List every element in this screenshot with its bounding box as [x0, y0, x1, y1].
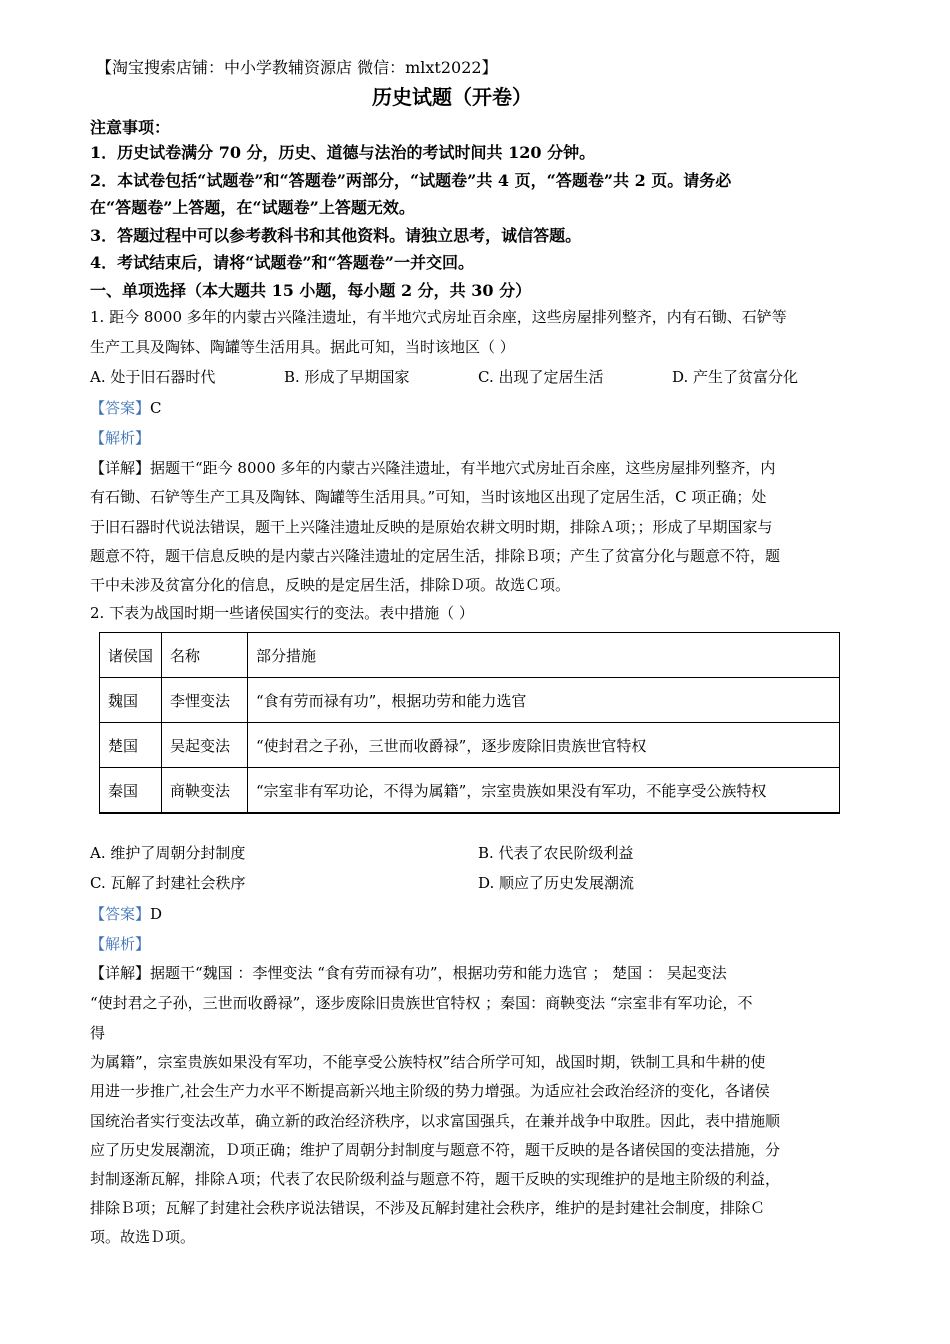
answer-tag: 【答案】 [90, 905, 151, 923]
table-cell: “使封君之子孙，三世而收爵禄”，逐步废除旧贵族世官特权 [248, 723, 840, 768]
q1-analysis-tag: 【解析】 [90, 429, 151, 447]
table-cell: 吴起变法 [162, 723, 248, 768]
q1-detail-line: 【详解】据题干“距今 8000 多年的内蒙古兴隆洼遗址，有半地穴式房址百余座，这些房屋排列整齐，内 [90, 459, 776, 477]
q2-answer [90, 904, 162, 924]
q2-detail-line: 封制逐渐瓦解，排除Ａ项；代表了农民阶级利益与题意不符，题干反映的实现维护的是地主阶级的利益， [90, 1170, 781, 1188]
section-heading: 一、单项选择（本大题共 15 小题，每小题 2 分，共 30 分） [90, 281, 532, 300]
q1-option-d: D. 产生了贫富分化 [672, 368, 799, 386]
q2-detail-line: 国统治者实行变法改革，确立新的政治经济秩序，以求富国强兵，在兼并战争中取胜。因此，表中措施顺 [90, 1112, 781, 1130]
answer-value: D [150, 905, 163, 923]
q2-detail-line: 【详解】据题干“魏国 ：李悝变法 “食有劳而禄有功”，根据功劳和能力选官 ； 楚国 ： 吴起变法 [90, 964, 727, 982]
q1-option-b: B. 形成了早期国家 [284, 368, 410, 386]
q2-detail-line: 排除Ｂ项；瓦解了封建社会秩序说法错误，不涉及瓦解封建社会秩序，维护的是封建社会制度，排除Ｃ [90, 1199, 766, 1217]
notice-item: 在“答题卷”上答题，在“试题卷”上答题无效。 [90, 198, 415, 217]
notice-heading: 注意事项： [90, 118, 171, 137]
store-banner: 【淘宝搜索店铺：中小学教辅资源店 微信：mlxt2022】 [96, 58, 498, 77]
table-row [100, 678, 840, 723]
q1-stem-line: 生产工具及陶钵、陶罐等生活用具。据此可知，当时该地区（ ） [90, 338, 515, 356]
q2-detail-line: 应了历史发展潮流，Ｄ项正确；维护了周朝分封制度与题意不符，题干反映的是各诸侯国的变法措施，分 [90, 1141, 781, 1159]
q2-option-a: A. 维护了周朝分封制度 [90, 844, 246, 862]
q1-option-a: A. 处于旧石器时代 [90, 368, 216, 386]
table-cell: 楚国 [100, 723, 162, 768]
q2-option-c: C. 瓦解了封建社会秩序 [90, 874, 246, 892]
table-row [100, 768, 840, 814]
q1-detail-line: 于旧石器时代说法错误，题干上兴隆洼遗址反映的是原始农耕文明时期，排除Ａ项；；形成了早期国家与 [90, 518, 773, 536]
q2-detail-line: 为属籍”，宗室贵族如果没有军功，不能享受公族特权”结合所学可知，战国时期，铁制工具和牛耕的使 [90, 1053, 766, 1071]
q2-detail-line: “使封君之子孙，三世而收爵禄”，逐步废除旧贵族世官特权 ；秦国：商鞅变法 “宗室非有军功论，不 [90, 994, 753, 1012]
q2-analysis-tag: 【解析】 [90, 935, 151, 953]
notice-item: 2．本试卷包括“试题卷”和“答题卷”两部分，“试题卷”共 4 页，“答题卷”共 2 页。请务必 [90, 171, 732, 190]
table-header-cell: 诸侯国 [100, 633, 162, 678]
q2-detail-line: 用进一步推广,社会生产力水平不断提高新兴地主阶级的势力增强。为适应社会政治经济的变化，各诸侯 [90, 1082, 770, 1100]
table-cell: “宗室非有军功论，不得为属籍”，宗室贵族如果没有军功，不能享受公族特权 [248, 768, 840, 814]
answer-value: C [150, 399, 162, 417]
table-cell: “食有劳而禄有功”，根据功劳和能力选官 [248, 678, 840, 723]
page-title: 历史试题（开卷） [372, 85, 532, 109]
q2-stem: 2. 下表为战国时期一些诸侯国实行的变法。表中措施（ ） [90, 604, 474, 622]
reform-table [99, 632, 840, 814]
q1-stem-line: 1. 距今 8000 多年的内蒙古兴隆洼遗址，有半地穴式房址百余座，这些房屋排列整齐，内有石锄、石铲等 [90, 308, 787, 326]
q1-option-c: C. 出现了定居生活 [478, 368, 604, 386]
table-header-row [100, 633, 840, 678]
q2-detail-line: 得 [90, 1024, 106, 1042]
table-cell: 秦国 [100, 768, 162, 814]
notice-item: 4．考试结束后，请将“试题卷”和“答题卷”一并交回。 [90, 253, 474, 272]
q1-detail-line: 有石锄、石铲等生产工具及陶钵、陶罐等生活用具。”可知，当时该地区出现了定居生活，C 项正确；处 [90, 488, 767, 506]
q1-detail-line: 题意不符，题干信息反映的是内蒙古兴隆洼遗址的定居生活，排除Ｂ项；产生了贫富分化与题意不符，题 [90, 547, 781, 565]
table-header-cell: 部分措施 [248, 633, 840, 678]
notice-item: 1．历史试卷满分 70 分，历史、道德与法治的考试时间共 120 分钟。 [90, 143, 596, 162]
table-header-cell: 名称 [162, 633, 248, 678]
table-cell: 商鞅变法 [162, 768, 248, 814]
q2-option-d: D. 顺应了历史发展潮流 [478, 874, 635, 892]
table-cell: 李悝变法 [162, 678, 248, 723]
notice-item: 3．答题过程中可以参考教科书和其他资料。请独立思考，诚信答题。 [90, 226, 582, 245]
q1-detail-line: 干中未涉及贫富分化的信息，反映的是定居生活，排除Ｄ项。故选Ｃ项。 [90, 576, 571, 594]
q2-detail-line: 项。故选Ｄ项。 [90, 1228, 196, 1246]
q1-answer [90, 398, 162, 418]
table-row [100, 723, 840, 768]
answer-tag: 【答案】 [90, 399, 151, 417]
q2-option-b: B. 代表了农民阶级利益 [478, 844, 634, 862]
table-cell: 魏国 [100, 678, 162, 723]
